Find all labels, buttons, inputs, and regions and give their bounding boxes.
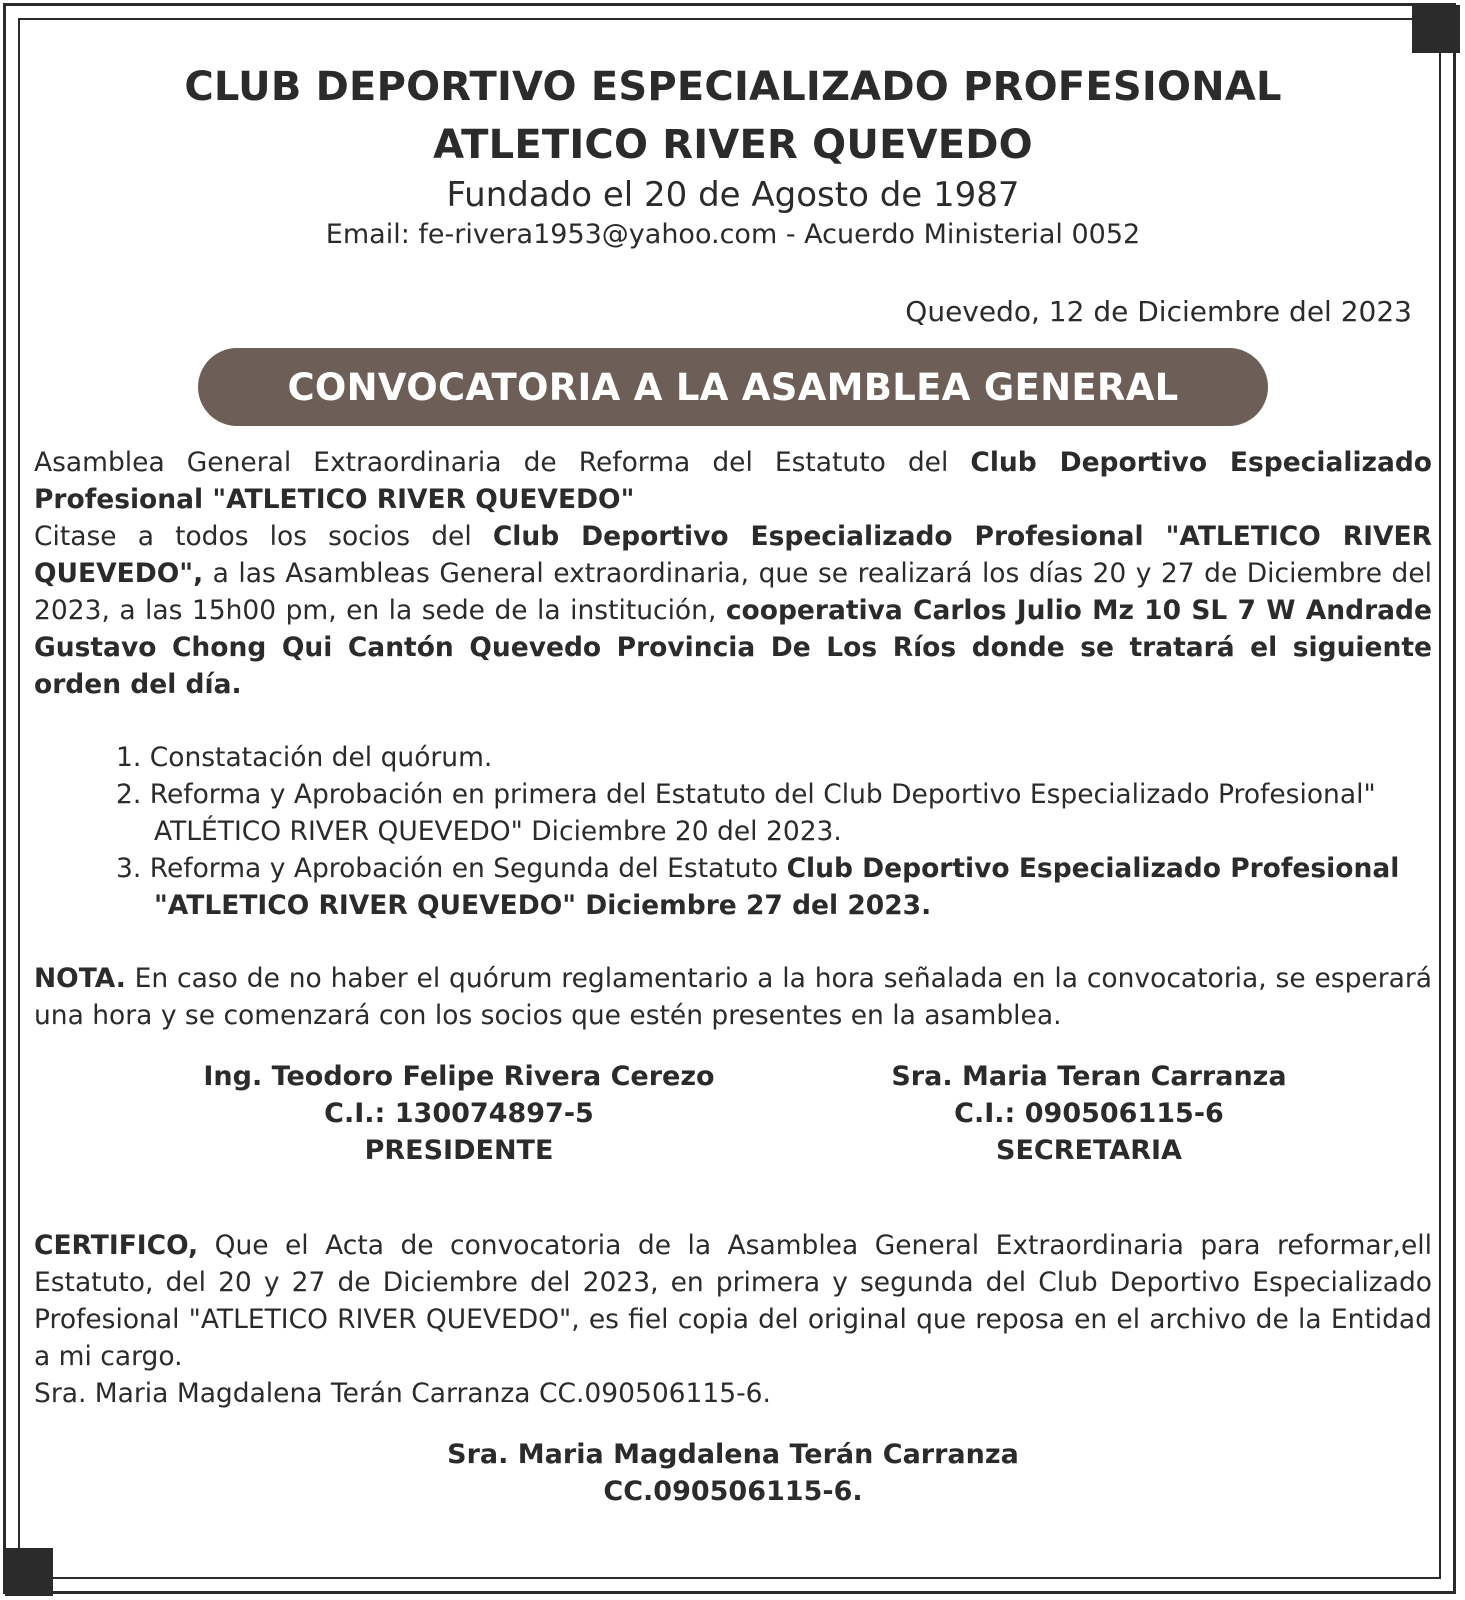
agenda-text: Constatación del quórum.: [149, 742, 493, 773]
agenda-text: Reforma y Aprobación en Segunda del Estatuto: [149, 853, 787, 884]
founded-date: Fundado el 20 de Agosto de 1987: [446, 175, 1020, 215]
citase-text-2: a las Asambleas General extraordinaria, que se realizará los días 20 y 27 de Diciembre del 2023, a las 15h00 pm, en la sede de la institución,: [34, 558, 1432, 626]
certifico-sign-line: Sra. Maria Magdalena Terán Carranza CC.090506115-6.: [34, 1378, 771, 1409]
header: [34, 58, 1432, 254]
agenda-bold: Club Deportivo Especializado Profesional "ATLETICO RIVER QUEVEDO" Diciembre 27 del 2023.: [154, 853, 1400, 921]
intro-paragraph: [34, 444, 1432, 518]
signature-president: [34, 1058, 879, 1169]
date-line: Quevedo, 12 de Diciembre del 2023: [905, 295, 1412, 328]
agenda-item: [116, 776, 1432, 850]
signature-role: PRESIDENTE: [364, 1135, 554, 1166]
signature-ci: C.I.: 090506115-6: [954, 1098, 1224, 1129]
agenda-item: [116, 850, 1432, 924]
agenda-item: [116, 739, 1432, 776]
nota-paragraph: [34, 960, 1432, 1034]
signature-secretary: [879, 1058, 1299, 1169]
signature-ci: C.I.: 130074897-5: [324, 1098, 594, 1129]
citase-text-1: Citase a todos los socios del: [34, 521, 493, 552]
notice-content: [34, 58, 1432, 1510]
signature-block: [34, 1058, 1432, 1169]
signature-role: SECRETARIA: [996, 1135, 1182, 1166]
title-line-1: CLUB DEPORTIVO ESPECIALIZADO PROFESIONAL: [184, 64, 1282, 110]
citase-bold-2: cooperativa Carlos Julio Mz 10 SL 7 W Andrade Gustavo Chong Qui Cantón Quevedo Provincia De Los Ríos donde se tratará el siguiente orden del día.: [34, 595, 1432, 700]
final-signature-name: Sra. Maria Magdalena Terán Carranza: [447, 1439, 1019, 1470]
agenda-num: 2.: [116, 779, 142, 810]
corner-block-bottom-left: [5, 1548, 53, 1596]
signature-name: Ing. Teodoro Felipe Rivera Cerezo: [203, 1061, 715, 1092]
agenda-num: 3.: [116, 853, 142, 884]
corner-block-top-right: [1412, 5, 1460, 53]
title-line-2: ATLETICO RIVER QUEVEDO: [433, 122, 1033, 168]
agenda-num: 1.: [116, 742, 142, 773]
intro-bold: Club Deportivo Especializado Profesional "ATLETICO RIVER QUEVEDO": [34, 447, 1433, 515]
certifico-label: CERTIFICO,: [34, 1230, 199, 1261]
certifico-paragraph: [34, 1227, 1432, 1375]
nota-text: En caso de no haber el quórum reglamentario a la hora señalada en la convocatoria, se esperará una hora y se comenzará con los socios que estén presentes en la asamblea.: [34, 963, 1432, 1031]
certifico-text: Que el Acta de convocatoria de la Asamblea General Extraordinaria para reformar,ell Estatuto, del 20 y 27 de Diciembre del 2023, en primera y segunda del Club Deportivo Especializado Profesional "ATLETICO RIVER QUEVEDO", es fiel copia del original que reposa en el archivo de la Entidad a mi cargo.: [34, 1230, 1432, 1372]
intro-text: Asamblea General Extraordinaria de Reforma del Estatuto del: [34, 447, 971, 478]
agenda-text: Reforma y Aprobación en primera del Estatuto del Club Deportivo Especializado Profesional" ATLÉTICO RIVER QUEVEDO" Diciembre 20 del 2023.: [149, 779, 1376, 847]
final-signature-cc: CC.090506115-6.: [603, 1476, 863, 1507]
citase-paragraph: [34, 518, 1432, 703]
nota-label: NOTA.: [34, 963, 126, 994]
final-signature: [34, 1436, 1432, 1510]
email-line: Email: fe-rivera1953@yahoo.com - Acuerdo Ministerial 0052: [325, 219, 1141, 250]
convocatoria-banner: CONVOCATORIA A LA ASAMBLEA GENERAL: [198, 348, 1268, 426]
agenda-list: [34, 739, 1432, 924]
signature-name: Sra. Maria Teran Carranza: [891, 1061, 1287, 1092]
citase-bold-1: Club Deportivo Especializado Profesional "ATLETICO RIVER QUEVEDO",: [34, 521, 1433, 589]
